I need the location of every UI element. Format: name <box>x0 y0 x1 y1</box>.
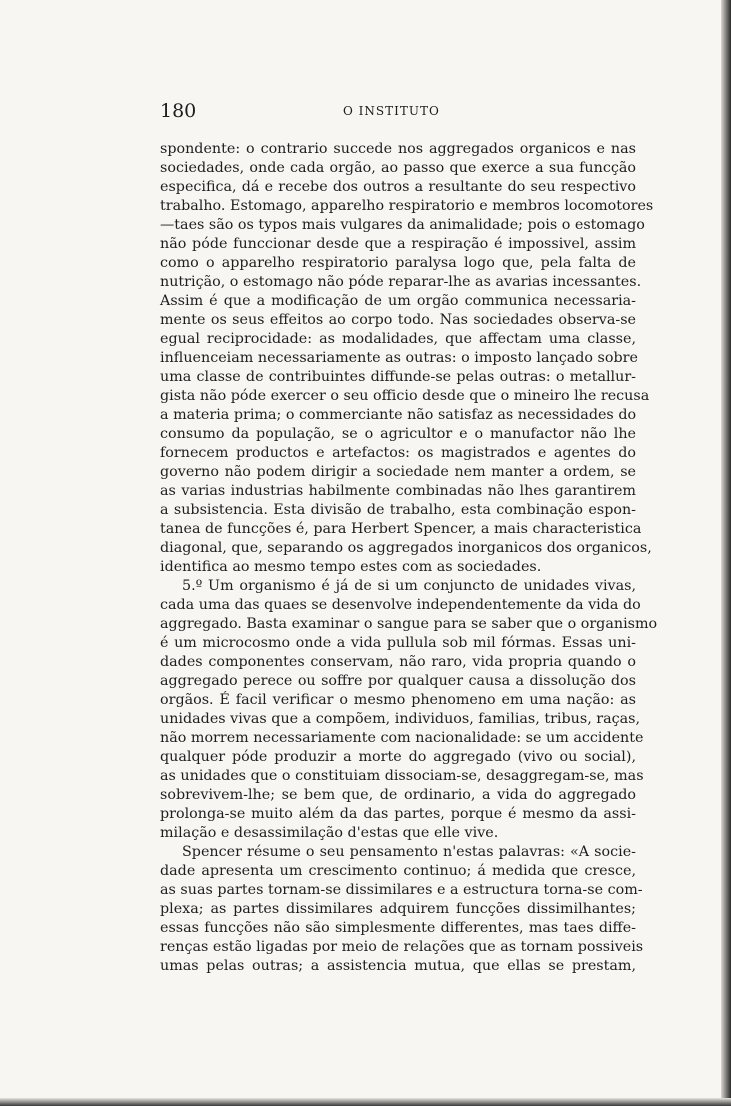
text-line: mente os seus effeitos ao corpo todo. Nas sociedades observa-se <box>160 312 636 328</box>
page-edge-shadow-bottom <box>0 1098 731 1106</box>
text-line: governo não podem dirigir a sociedade nem manter a ordem, se <box>160 464 636 480</box>
text-line: fornecem productos e artefactos: os magistrados e agentes do <box>160 445 636 461</box>
text-line: não morrem necessariamente com nacionalidade: se um accidente <box>160 730 644 746</box>
text-line: renças estão ligadas por meio de relações que as tornam possiveis <box>160 939 644 955</box>
text-line: 5.º Um organismo é já de si um conjuncto de unidades vivas, <box>182 578 636 594</box>
text-line: aggregado perece ou soffre por qualquer causa a dissolução dos <box>160 673 636 689</box>
body-text <box>160 140 658 976</box>
text-line: não póde funccionar desde que a respiração é impossivel, assim <box>160 236 636 252</box>
text-line: consumo da população, se o agricultor e o manufactor não lhe <box>160 426 636 442</box>
text-line: milação e desassimilação d'estas que elle vive. <box>160 825 499 841</box>
text-line: sobrevivem-lhe; se bem que, de ordinario, a vida do aggregado <box>160 787 636 803</box>
text-line: spondente: o contrario succede nos aggregados organicos e nas <box>160 141 636 157</box>
text-line: orgãos. É facil verificar o mesmo phenomeno em uma nação: as <box>160 692 636 708</box>
text-line: é um microcosmo onde a vida pullula sob mil fórmas. Essas uni- <box>160 635 636 651</box>
text-line: uma classe de contribuintes diffunde-se pelas outras: o metallur- <box>160 369 636 385</box>
text-line: umas pelas outras; a assistencia mutua, que ellas se prestam, <box>160 958 636 974</box>
running-title: O INSTITUTO <box>343 104 440 118</box>
text-line: trabalho. Estomago, apparelho respiratorio e membros locomotores <box>160 198 654 214</box>
text-line: —taes são os typos mais vulgares da animalidade; pois o estomago <box>160 217 645 233</box>
page-edge-shadow-right <box>721 0 731 1106</box>
page-header <box>160 100 640 126</box>
text-line: cada uma das quaes se desenvolve independentemente da vida do <box>160 597 641 613</box>
text-line: tanea de funcções é, para Herbert Spencer, a mais characteristica <box>160 521 642 537</box>
text-line: dades componentes conservam, não raro, vida propria quando o <box>160 654 636 670</box>
text-line: as unidades que o constituiam dissociam-se, desaggregam-se, mas <box>160 768 644 784</box>
text-line: identifica ao mesmo tempo estes com as sociedades. <box>160 559 542 575</box>
text-line: as varias industrias habilmente combinadas não lhes garantirem <box>160 483 636 499</box>
text-line: dade apresenta um crescimento continuo; á medida que cresce, <box>160 863 636 879</box>
text-line: sociedades, onde cada orgão, ao passo que exerce a sua funcção <box>160 160 636 176</box>
text-line: qualquer póde produzir a morte do aggregado (vivo ou social), <box>160 749 636 765</box>
text-line: diagonal, que, separando os aggregados inorganicos dos organicos, <box>160 540 652 556</box>
text-line: as suas partes tornam-se dissimilares e a estructura torna-se com- <box>160 882 643 898</box>
page-number: 180 <box>160 100 197 122</box>
text-line: unidades vivas que a compõem, individuos, familias, tribus, raças, <box>160 711 641 727</box>
text-line: essas funcções não são simplesmente differentes, mas taes diffe- <box>160 920 636 936</box>
text-line: a materia prima; o commerciante não satisfaz as necessidades do <box>160 407 637 423</box>
text-line: prolonga-se muito além da das partes, porque é mesmo da assi- <box>160 806 636 822</box>
text-line: especifica, dá e recebe dos outros a resultante do seu respectivo <box>160 179 636 195</box>
text-line: nutrição, o estomago não póde reparar-lhe as avarias incessantes. <box>160 274 642 290</box>
text-line: a subsistencia. Esta divisão de trabalho, esta combinação espon- <box>160 502 636 518</box>
text-line: egual reciprocidade: as modalidades, que affectam uma classe, <box>160 331 636 347</box>
text-line: como o apparelho respiratorio paralysa logo que, pela falta de <box>160 255 636 271</box>
text-line: aggregado. Basta examinar o sangue para se saber que o organismo <box>160 616 658 632</box>
text-line: Spencer résume o seu pensamento n'estas palavras: «A socie- <box>182 844 636 860</box>
text-line: plexa; as partes dissimilares adquirem funcções dissimilhantes; <box>160 901 636 917</box>
text-line: influenceiam necessariamente as outras: o imposto lançado sobre <box>160 350 638 366</box>
text-line: gista não póde exercer o seu officio desde que o mineiro lhe recusa <box>160 388 650 404</box>
text-line: Assim é que a modificação de um orgão communica necessaria- <box>160 293 636 309</box>
